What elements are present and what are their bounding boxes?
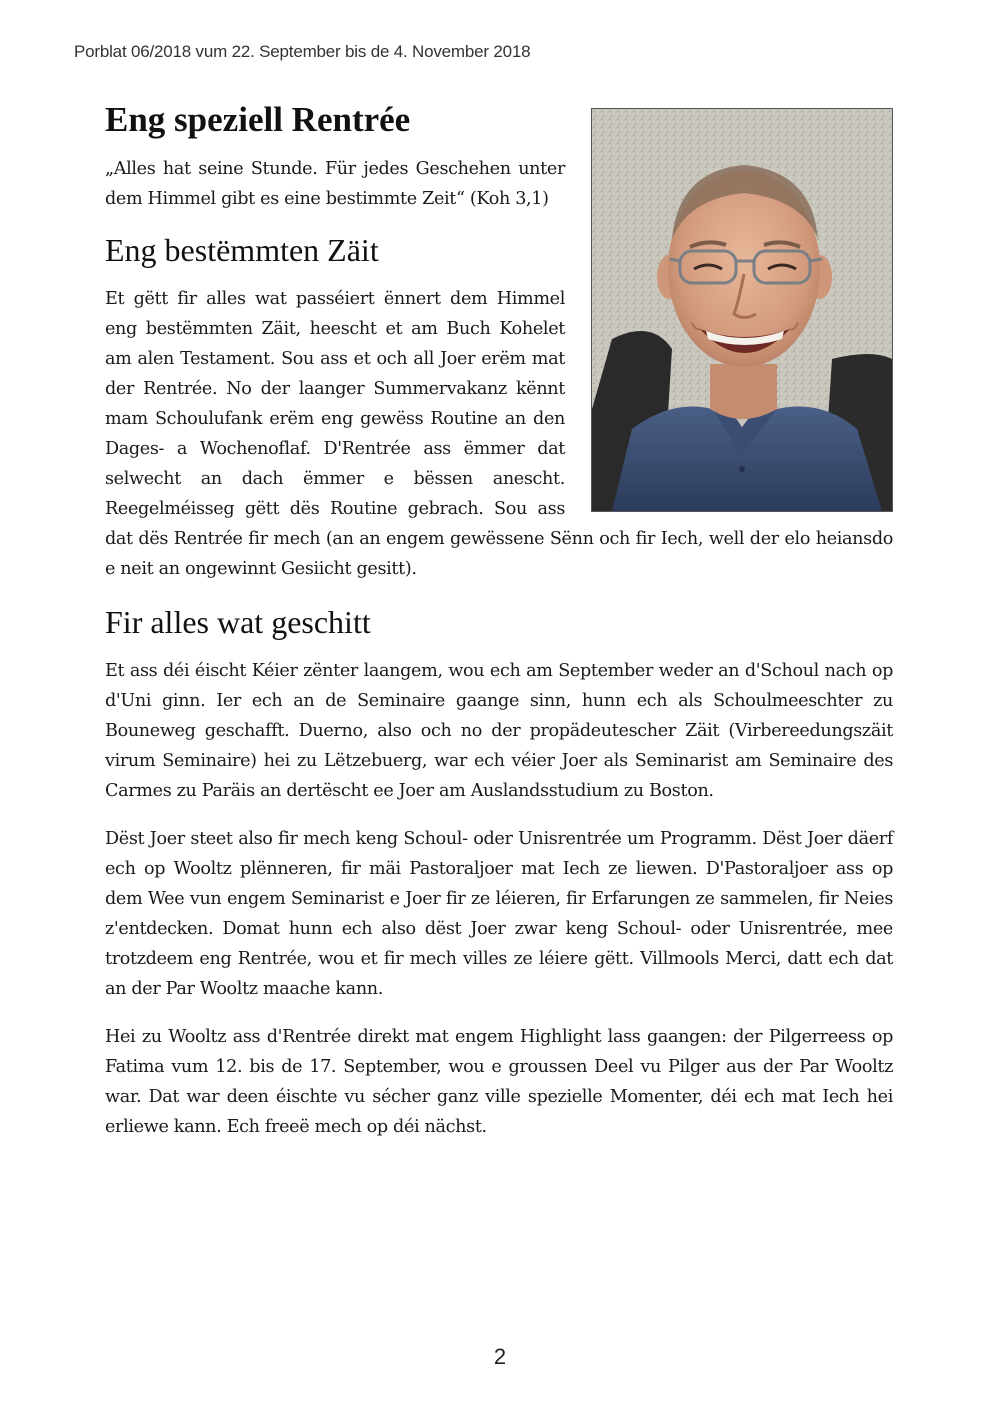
bible-quote: „Alles hat seine Stunde. Für jedes Geschehen unter dem Himmel gibt es eine bestimmte Zeit“ (Koh 3,1) [105, 159, 565, 209]
section-heading-1: Eng bestëmmten Zäit [105, 232, 379, 268]
section-1-paragraph: Et gëtt fir alles wat passéiert ënnert dem Himmel eng bestëmmten Zäit, heescht et am Buch Kohelet am alen Testament. Sou ass et och all Joer erëm mat der Rentrée. No der laanger Summervakanz kënnt mam Schoulufank erëm eng gewëss Routine an den Dages- a Wochenoflaf. D'Rentrée ass ëmmer dat selwecht an dach ëmmer e bëssen anescht. Reegelméisseg gëtt dës Routine gebrach. Sou ass dat dës Rentrée fir mech (an an engem gewëssene Sënn och fir Iech, well der elo heiansdo e neit an ongewinnt Gesiicht gesitt). [105, 289, 893, 579]
section-2-paragraph-2: Dëst Joer steet also fir mech keng Schoul- oder Unisrentrée um Programm. Dëst Joer däerf ech op Wooltz plënneren, fir mäi Pastoraljoer mat Iech ze liewen. D'Pastoraljoer ass op dem Wee vun engem Seminarist e Joer fir ze léieren, fir Erfarungen ze sammelen, fir Neies z'entdecken. Domat hunn ech also dëst Joer zwar keng Schoul- oder Unisrentrée, mee trotzdeem eng Rentrée, wou et fir mech villes ze léiere gëtt. Villmools Merci, datt ech dat an der Par Wooltz maache kann. [105, 829, 893, 999]
section-2-paragraph-3: Hei zu Wooltz ass d'Rentrée direkt mat engem Highlight lass gaangen: der Pilgerreess op Fatima vum 12. bis de 17. September, wou e groussen Deel vu Pilger aus der Par Wooltz war. Dat war deen éischte vu sécher ganz ville spezielle Momenter, déi ech mat Iech hei erliewe kann. Ech freeë mech op déi nächst. [105, 1027, 893, 1137]
article-title: Eng speziell Rentrée [105, 100, 411, 139]
running-header: Porblat 06/2018 vum 22. September bis de 4. November 2018 [74, 42, 531, 61]
section-2-paragraph-1: Et ass déi éischt Kéier zënter laangem, wou ech am September weder an d'Schoul nach op d'Uni ginn. Ier ech an de Seminaire gaange sinn, hunn ech als Schoulmeeschter zu Bouneweg geschafft. Duerno, also och no der propädeutescher Zäit (Virbereedungszäit virum Seminaire) hei zu Lëtzebuerg, war ech véier Joer als Seminarist am Seminaire des Carmes zu Paräis an dertëscht ee Joer am Auslandsstudium zu Boston. [105, 661, 893, 801]
article [105, 96, 893, 1160]
author-portrait-photo [591, 108, 893, 512]
portrait-image [592, 109, 892, 511]
page-number: 2 [493, 1344, 507, 1369]
section-heading-2: Fir alles wat geschitt [105, 604, 371, 640]
